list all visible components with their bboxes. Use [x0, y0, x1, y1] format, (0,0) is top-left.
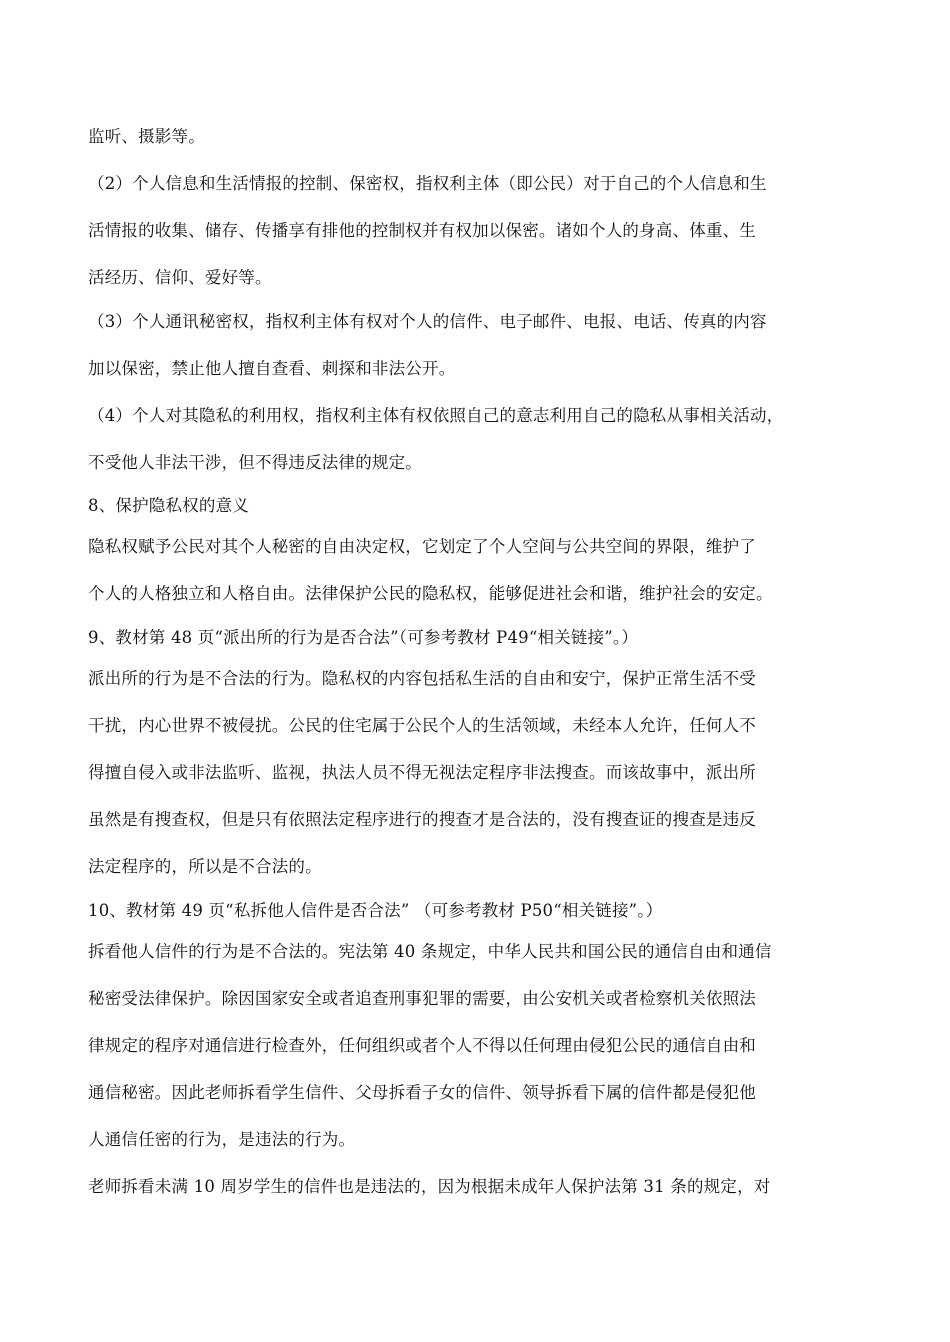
text-line: 监听、摄影等。: [88, 127, 205, 146]
text-line: 通信秘密。因此老师拆看学生信件、父母拆看子女的信件、领导拆看下属的信件都是侵犯他: [88, 1083, 756, 1102]
text-line: 干扰，内心世界不被侵扰。公民的住宅属于公民个人的生活领域，未经本人允许，任何人不: [88, 716, 756, 735]
text-line: 不受他人非法干涉，但不得违反法律的规定。: [88, 453, 422, 472]
text-line: 秘密受法律保护。除因国家安全或者追查刑事犯罪的需要，由公安机关或者检察机关依照法: [88, 989, 756, 1008]
text-line: （4）个人对其隐私的利用权，指权利主体有权依照自己的意志利用自己的隐私从事相关活动，: [88, 406, 784, 425]
text-line: 人通信任密的行为，是违法的行为。: [88, 1130, 356, 1149]
text-line: 法定程序的，所以是不合法的。: [88, 857, 322, 876]
section-heading: 9、教材第 48 页“派出所的行为是否合法”（可参考教材 P49“相关链接”。）: [88, 628, 639, 647]
text-line: 个人的人格独立和人格自由。法律保护公民的隐私权，能够促进社会和谐，维护社会的安定。: [88, 584, 773, 603]
text-line: 活情报的收集、储存、传播享有排他的控制权并有权加以保密。诸如个人的身高、体重、生: [88, 221, 756, 240]
text-line: 隐私权赋予公民对其个人秘密的自由决定权，它划定了个人空间与公共空间的界限，维护了: [88, 537, 756, 556]
section-heading: 10、教材第 49 页“私拆他人信件是否合法” （可参考教材 P50“相关链接”。）: [88, 901, 663, 920]
text-line: 加以保密，禁止他人擅自查看、刺探和非法公开。: [88, 359, 456, 378]
text-line: 派出所的行为是不合法的行为。隐私权的内容包括私生活的自由和安宁，保护正常生活不受: [88, 669, 756, 688]
text-line: 活经历、信仰、爱好等。: [88, 268, 272, 287]
text-line: （3）个人通讯秘密权，指权利主体有权对个人的信件、电子邮件、电报、电话、传真的内容: [88, 312, 767, 331]
text-line: 虽然是有搜查权，但是只有依照法定程序进行的搜查才是合法的，没有搜查证的搜查是违反: [88, 810, 756, 829]
text-line: 拆看他人信件的行为是不合法的。宪法第 40 条规定，中华人民共和国公民的通信自由和通信: [88, 942, 772, 961]
text-line: 得擅自侵入或非法监听、监视，执法人员不得无视法定程序非法搜查。而该故事中，派出所: [88, 763, 756, 782]
text-line: （2）个人信息和生活情报的控制、保密权，指权利主体（即公民）对于自己的个人信息和生: [88, 174, 767, 193]
text-line: 老师拆看未满 10 周岁学生的信件也是违法的，因为根据未成年人保护法第 31 条的规定，对: [88, 1177, 771, 1196]
text-line: 律规定的程序对通信进行检查外，任何组织或者个人不得以任何理由侵犯公民的通信自由和: [88, 1036, 756, 1055]
section-heading: 8、保护隐私权的意义: [88, 496, 249, 515]
